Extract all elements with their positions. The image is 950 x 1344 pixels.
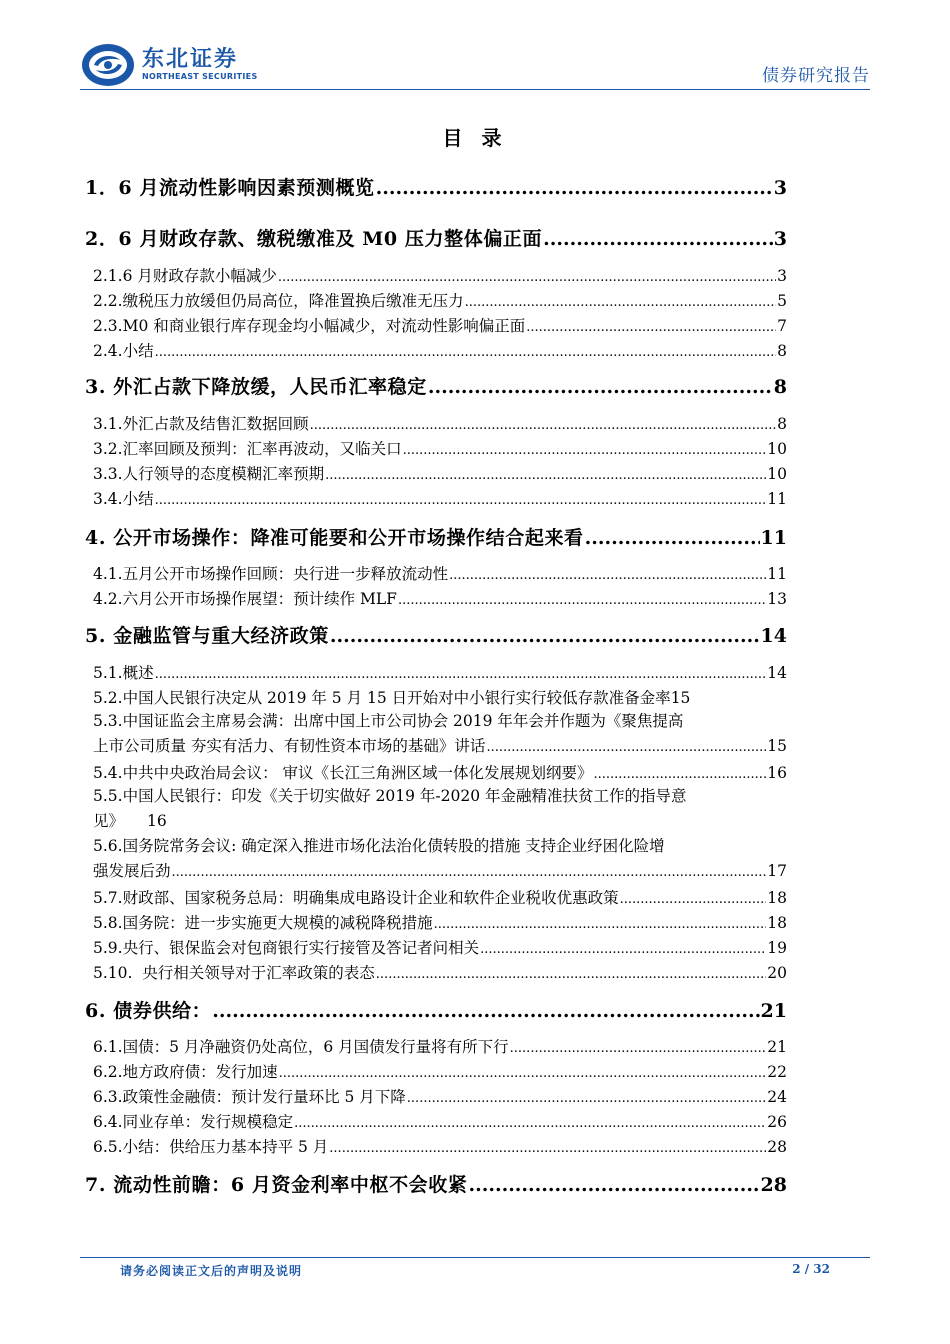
toc-leader-dots xyxy=(510,1041,767,1056)
toc-leader-dots xyxy=(620,892,767,907)
toc-entry-label: 7. 流动性前瞻：6 月资金利率中枢不会收紧 xyxy=(85,1174,468,1196)
toc-entry-6-2[interactable] xyxy=(85,1060,787,1082)
toc-entry-label: 3.2.汇率回顾及预判：汇率再波动，又临关口 xyxy=(93,440,402,458)
toc-entry-label: 3.1.外汇占款及结售汇数据回顾 xyxy=(93,415,309,433)
toc-entry-label: 5.1.概述 xyxy=(93,664,154,682)
toc-entry-2-3[interactable] xyxy=(85,314,787,336)
toc-entry-page: 11 xyxy=(767,565,787,583)
toc-entry-2-4[interactable] xyxy=(85,339,787,361)
toc-entry-label: 6.3.政策性金融债：预计发行量环比 5 月下降 xyxy=(93,1088,406,1106)
toc-entry-label: 3.3.人行领导的态度模糊汇率预期 xyxy=(93,465,325,483)
toc-entry-page: 17 xyxy=(767,862,787,880)
toc-entry-5-7[interactable] xyxy=(85,886,787,908)
toc-entry-5[interactable] xyxy=(85,621,787,648)
toc-entry-page: 16 xyxy=(767,764,787,782)
toc-entry-label: 5.2.中国人民银行决定从 2019 年 5 月 15 日开始对中小银行实行较低存款准备金率 xyxy=(93,689,671,707)
toc-entry-label: 4.1.五月公开市场操作回顾：央行进一步释放流动性 xyxy=(93,565,449,583)
toc-entry-label: 4. 公开市场操作：降准可能要和公开市场操作结合起来看 xyxy=(85,527,584,549)
toc-entry-4-1[interactable] xyxy=(85,562,787,584)
toc-entry-page: 11 xyxy=(760,527,787,549)
toc-entry-page: 15 xyxy=(767,737,787,755)
toc-entry-page: 10 xyxy=(767,440,787,458)
toc-leader-dots xyxy=(398,593,766,608)
toc-leader-dots xyxy=(155,493,767,508)
logo-english-name: NORTHEAST SECURITIES xyxy=(142,72,258,81)
toc-entry-label: 4.2.六月公开市场操作展望：预计续作 MLF xyxy=(93,590,397,608)
toc-entry-5-1[interactable] xyxy=(85,661,787,683)
toc-leader-dots xyxy=(585,527,760,549)
toc-leader-dots xyxy=(376,177,773,199)
toc-leader-dots xyxy=(594,767,767,782)
toc-leader-dots xyxy=(480,942,766,957)
toc-entry-page: 19 xyxy=(767,939,787,957)
toc-entry-5-8[interactable] xyxy=(85,911,787,933)
toc-leader-dots xyxy=(449,568,766,583)
toc-entry-page: 16 xyxy=(146,812,167,830)
toc-entry-5-2[interactable] xyxy=(85,686,787,708)
toc-leader-dots xyxy=(155,667,767,682)
toc-entry-label: 6. 债券供给： xyxy=(85,1000,212,1022)
toc-entry-label: 5.9.央行、银保监会对包商银行实行接管及答记者问相关 xyxy=(93,939,480,957)
toc-leader-dots xyxy=(469,1174,760,1196)
toc-leader-dots xyxy=(329,1141,766,1156)
toc-entry-page: 8 xyxy=(773,376,787,398)
toc-entry-page: 21 xyxy=(760,1000,787,1022)
toc-leader-dots xyxy=(486,735,766,760)
toc-entry-page: 3 xyxy=(777,267,787,285)
logo-chinese-name: 东北证券 xyxy=(142,47,239,72)
toc-entry-3-1[interactable] xyxy=(85,412,787,434)
toc-leader-dots xyxy=(407,1091,766,1106)
toc-leader-dots xyxy=(310,418,777,433)
toc-leader-dots xyxy=(325,468,766,483)
toc-entry-5-4[interactable] xyxy=(85,761,787,783)
toc-leader-dots xyxy=(294,1116,766,1131)
toc-entry-6-1[interactable] xyxy=(85,1035,787,1057)
toc-leader-dots xyxy=(543,228,773,250)
toc-leader-dots xyxy=(465,295,777,310)
toc-leader-dots xyxy=(434,917,767,932)
toc-entry-page: 8 xyxy=(777,415,787,433)
toc-entry-2-1[interactable] xyxy=(85,264,787,286)
toc-entry-label-line1: 5.3.中国证监会主席易会满：出席中国上市公司协会 2019 年年会并作题为《聚焦提高 xyxy=(93,712,684,730)
toc-entry-label-line2: 强发展后劲 xyxy=(93,862,171,880)
toc-entry-page: 26 xyxy=(767,1113,787,1131)
toc-entry-5-5[interactable] xyxy=(93,784,787,834)
toc-leader-dots xyxy=(278,270,776,285)
northeast-securities-logo-icon xyxy=(80,42,136,88)
toc-entry-page: 18 xyxy=(767,914,787,932)
toc-entry-label: 6.5.小结：供给压力基本持平 5 月 xyxy=(93,1138,329,1156)
toc-entry-label-line2: 见》 xyxy=(93,812,125,830)
toc-entry-label-line1: 5.6.国务院常务会议: 确定深入推进市场化法治化债转股的措施 支持企业纾困化险增 xyxy=(93,837,665,855)
toc-entry-3[interactable] xyxy=(85,372,787,399)
toc-entry-page: 14 xyxy=(760,625,787,647)
toc-entry-page: 3 xyxy=(773,228,787,250)
toc-entry-label: 2．6 月财政存款、缴税缴准及 M0 压力整体偏正面 xyxy=(85,228,543,250)
toc-entry-5-6[interactable] xyxy=(93,834,787,885)
report-type-label: 债券研究报告 xyxy=(762,66,870,86)
toc-leader-dots xyxy=(172,860,767,885)
page-header xyxy=(80,40,870,90)
toc-entry-label: 6.1.国债：5 月净融资仍处高位，6 月国债发行量将有所下行 xyxy=(93,1038,509,1056)
toc-leader-dots xyxy=(526,320,776,335)
toc-entry-label: 2.4.小结 xyxy=(93,342,154,360)
toc-entry-6-3[interactable] xyxy=(85,1085,787,1107)
toc-entry-label: 6.4.同业存单：发行规模稳定 xyxy=(93,1113,294,1131)
toc-entry-2[interactable] xyxy=(85,224,787,251)
toc-entry-1[interactable] xyxy=(85,173,787,200)
toc-entry-page: 3 xyxy=(773,177,787,199)
page-indicator: 2 / 32 xyxy=(792,1262,830,1276)
toc-entry-label: 3. 外汇占款下降放缓，人民币汇率稳定 xyxy=(85,376,427,398)
toc-entry-label: 5. 金融监管与重大经济政策 xyxy=(85,625,329,647)
toc-entry-2-2[interactable] xyxy=(85,289,787,311)
toc-entry-3-3[interactable] xyxy=(85,462,787,484)
toc-entry-page: 8 xyxy=(777,342,787,360)
toc-entry-label: 6.2.地方政府债：发行加速 xyxy=(93,1063,278,1081)
toc-entry-5-3[interactable] xyxy=(93,709,787,760)
toc-entry-label: 2.2.缴税压力放缓但仍局高位，降准置换后缴准无压力 xyxy=(93,292,464,310)
toc-entry-label: 5.10. 央行相关领导对于汇率政策的表态 xyxy=(93,964,375,982)
toc-entry-5-10[interactable] xyxy=(85,961,787,983)
toc-entry-7[interactable] xyxy=(85,1170,787,1197)
toc-leader-dots xyxy=(403,443,767,458)
toc-entry-3-4[interactable] xyxy=(85,487,787,509)
toc-entry-label: 3.4.小结 xyxy=(93,490,154,508)
toc-entry-label: 5.4.中共中央政治局会议： 审议《长江三角洲区域一体化发展规划纲要》 xyxy=(93,764,593,782)
toc-entry-page: 14 xyxy=(767,664,787,682)
toc-entry-6-4[interactable] xyxy=(85,1110,787,1132)
footer-disclaimer: 请务必阅读正文后的声明及说明 xyxy=(120,1264,303,1278)
toc-entry-page: 5 xyxy=(777,292,787,310)
toc-entry-label-line1: 5.5.中国人民银行：印发《关于切实做好 2019 年-2020 年金融精准扶贫工作的指导意 xyxy=(93,787,687,805)
header-divider xyxy=(80,89,870,90)
toc-leader-dots xyxy=(376,967,766,982)
toc-entry-6-5[interactable] xyxy=(85,1135,787,1157)
footer-divider xyxy=(80,1257,870,1258)
toc-entry-page: 22 xyxy=(767,1063,787,1081)
toc-entry-page: 21 xyxy=(767,1038,787,1056)
toc-title: 目 录 xyxy=(442,126,508,150)
toc-leader-dots xyxy=(330,625,760,647)
toc-entry-page: 20 xyxy=(767,964,787,982)
toc-entry-label: 1．6 月流动性影响因素预测概览 xyxy=(85,177,375,199)
company-logo xyxy=(80,42,258,88)
toc-leader-dots xyxy=(155,345,777,360)
toc-entry-page: 15 xyxy=(670,689,691,707)
toc-leader-dots xyxy=(212,1000,759,1022)
toc-entry-page: 7 xyxy=(777,317,787,335)
toc-entry-6[interactable] xyxy=(85,996,787,1023)
toc-entry-page: 18 xyxy=(767,889,787,907)
toc-entry-page: 10 xyxy=(767,465,787,483)
toc-entry-label: 2.3.M0 和商业银行库存现金均小幅减少，对流动性影响偏正面 xyxy=(93,317,526,335)
toc-entry-page: 24 xyxy=(767,1088,787,1106)
toc-leader-dots xyxy=(279,1066,767,1081)
toc-leader-dots xyxy=(428,376,773,398)
toc-entry-label-line2: 上市公司质量 夯实有活力、有韧性资本市场的基础》讲话 xyxy=(93,737,486,755)
toc-entry-page: 13 xyxy=(767,590,787,608)
toc-entry-page: 28 xyxy=(767,1138,787,1156)
toc-entry-label: 5.7.财政部、国家税务总局：明确集成电路设计企业和软件企业税收优惠政策 xyxy=(93,889,619,907)
toc-entry-label: 2.1.6 月财政存款小幅减少 xyxy=(93,267,277,285)
toc-entry-4[interactable] xyxy=(85,523,787,550)
toc-entry-3-2[interactable] xyxy=(85,437,787,459)
toc-entry-4-2[interactable] xyxy=(85,587,787,609)
toc-entry-5-9[interactable] xyxy=(85,936,787,958)
toc-entry-page: 28 xyxy=(760,1174,787,1196)
toc-entry-page: 11 xyxy=(767,490,787,508)
toc-entry-label: 5.8.国务院：进一步实施更大规模的减税降税措施 xyxy=(93,914,433,932)
